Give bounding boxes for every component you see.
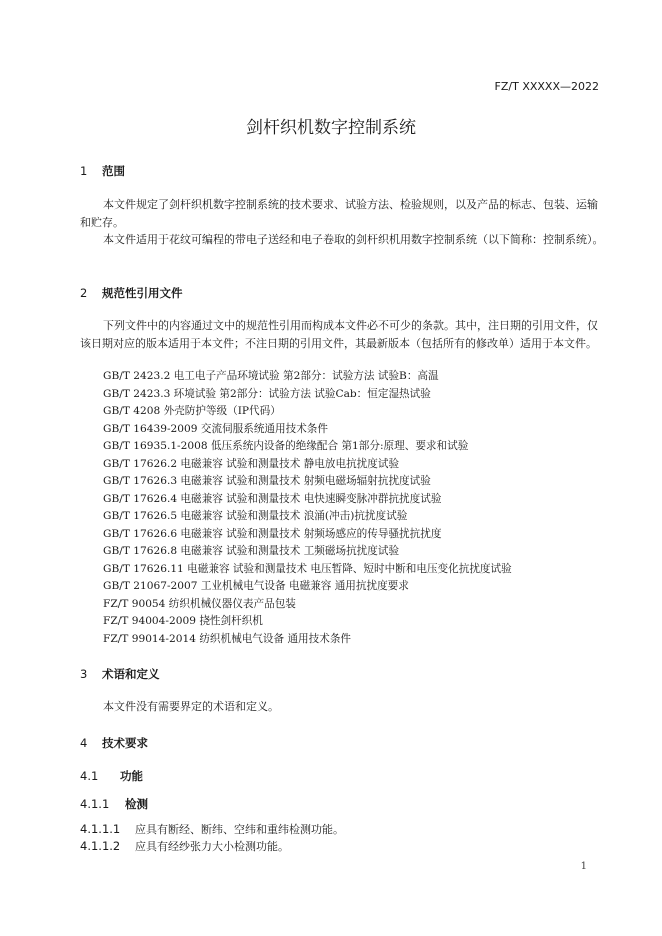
- scope-paragraph-1: 本文件规定了剑杆织机数字控制系统的技术要求、试验方法、检验规则，以及产品的标志、包装、运输和贮存。: [80, 198, 598, 229]
- section-2-heading: [80, 285, 183, 301]
- subsection-4-1-heading: [80, 768, 143, 784]
- reference-item: FZ/T 94004-2009 挠性剑杆织机: [103, 615, 263, 627]
- terms-paragraph: 本文件没有需要界定的术语和定义。: [103, 700, 279, 713]
- reference-item: GB/T 16439-2009 交流伺服系统通用技术条件: [103, 423, 328, 435]
- subsection-4-1-1-heading: [80, 796, 148, 812]
- page-number: 1: [580, 861, 587, 872]
- subsection-number: 4.1.1: [80, 797, 110, 811]
- clause-4-1-1-2: [80, 838, 289, 854]
- section-number: 2: [80, 286, 88, 300]
- subsection-title: 检测: [125, 797, 148, 811]
- clause-number: 4.1.1.2: [80, 839, 121, 853]
- reference-item: GB/T 17626.6 电磁兼容 试验和测量技术 射频场感应的传导骚扰抗扰度: [103, 528, 442, 540]
- reference-item: GB/T 17626.5 电磁兼容 试验和测量技术 浪涌(冲击)抗扰度试验: [103, 510, 408, 522]
- reference-item: GB/T 17626.4 电磁兼容 试验和测量技术 电快速瞬变脉冲群抗扰度试验: [103, 493, 442, 505]
- clause-text: 应具有经纱张力大小检测功能。: [135, 840, 289, 853]
- reference-item: GB/T 17626.2 电磁兼容 试验和测量技术 静电放电抗扰度试验: [103, 458, 400, 470]
- scope-paragraph-2: 本文件适用于花纹可编程的带电子送经和电子卷取的剑杆织机用数字控制系统（以下简称：控制系统）。: [103, 233, 604, 246]
- reference-item: GB/T 2423.3 环境试验 第2部分：试验方法 试验Cab：恒定湿热试验: [103, 388, 431, 400]
- reference-item: GB/T 2423.2 电工电子产品环境试验 第2部分：试验方法 试验B：高温: [103, 370, 439, 382]
- reference-item: GB/T 17626.3 电磁兼容 试验和测量技术 射频电磁场辐射抗扰度试验: [103, 475, 431, 487]
- reference-item: GB/T 17626.8 电磁兼容 试验和测量技术 工频磁场抗扰度试验: [103, 545, 400, 557]
- reference-item: FZ/T 90054 纺织机械仪器仪表产品包装: [103, 598, 296, 610]
- reference-item: GB/T 16935.1-2008 低压系统内设备的绝缘配合 第1部分:原理、要求和试验: [103, 440, 469, 452]
- section-number: 4: [80, 736, 88, 750]
- section-4-heading: [80, 735, 148, 751]
- subsection-number: 4.1: [80, 769, 99, 783]
- reference-item: GB/T 4208 外壳防护等级（IP代码）: [103, 405, 281, 417]
- section-title: 技术要求: [102, 736, 148, 750]
- references-intro: 下列文件中的内容通过文中的规范性引用而构成本文件必不可少的条款。其中，注日期的引用文件，仅该日期对应的版本适用于本文件；不注日期的引用文件，其最新版本（包括所有的修改单）适用于本文件。: [80, 319, 598, 350]
- document-number: FZ/T XXXXX—2022: [494, 80, 599, 93]
- document-title: 剑杆织机数字控制系统: [246, 118, 416, 138]
- section-title: 术语和定义: [102, 667, 160, 681]
- clause-text: 应具有断经、断纬、空纬和重纬检测功能。: [135, 823, 344, 836]
- reference-item: GB/T 17626.11 电磁兼容 试验和测量技术 电压暂降、短时中断和电压变化抗扰度试验: [103, 563, 512, 575]
- section-title: 规范性引用文件: [102, 286, 183, 300]
- section-number: 3: [80, 667, 88, 681]
- section-3-heading: [80, 666, 160, 682]
- reference-item: GB/T 21067-2007 工业机械电气设备 电磁兼容 通用抗扰度要求: [103, 580, 409, 592]
- clause-number: 4.1.1.1: [80, 822, 121, 836]
- section-number: 1: [80, 164, 88, 178]
- subsection-title: 功能: [120, 769, 143, 783]
- section-1-heading: [80, 163, 125, 179]
- section-title: 范围: [102, 164, 125, 178]
- clause-4-1-1-1: [80, 821, 344, 837]
- reference-item: FZ/T 99014-2014 纺织机械电气设备 通用技术条件: [103, 633, 352, 645]
